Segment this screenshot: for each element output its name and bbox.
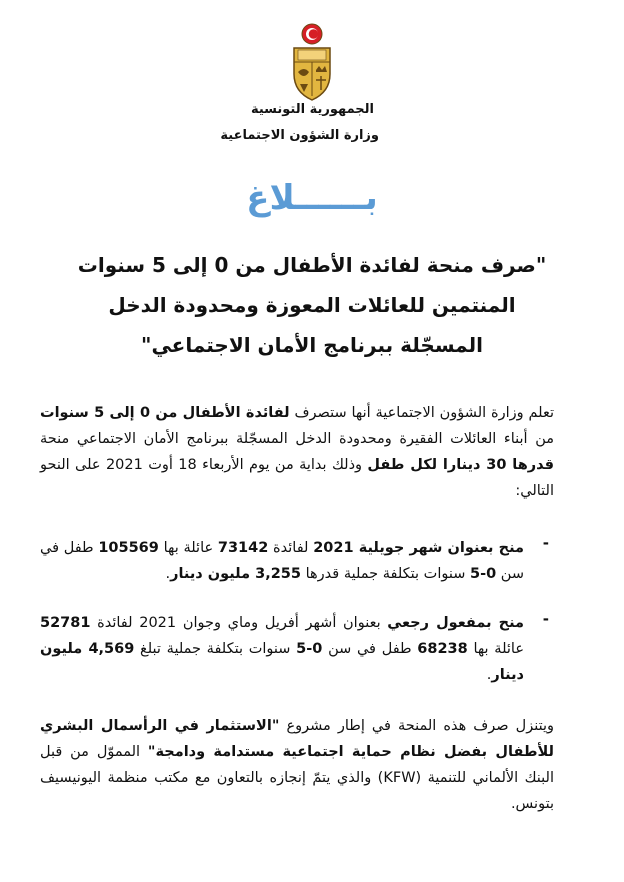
republic-name: الجمهورية التونسية bbox=[250, 102, 374, 117]
item2-g: 0-5 bbox=[296, 641, 323, 657]
subject-line-2: المنتمين للعائلات المعوزة ومحدودة الدخل bbox=[108, 293, 516, 317]
item1-a: منح بعنوان شهر جويلية 2021 bbox=[313, 540, 525, 556]
item2-i: 4,569 مليون دينار bbox=[40, 641, 524, 683]
intro-text-e: وذلك بداية من يوم الأربعاء 18 أوت 2021 على النحو التالي: bbox=[40, 457, 554, 499]
funding-text-c: المموّل من قبل البنك الألماني للتنمية (KFW) والذي يتمّ إنجازه بالتعاون مع مكتب منظمة اليونيسيف بتونس. bbox=[40, 744, 554, 812]
intro-text-d: قدرها 30 دينارا لكل طفل bbox=[367, 457, 554, 473]
item2-d: عائلة بها bbox=[467, 641, 524, 657]
tunisia-coat-of-arms-icon bbox=[290, 22, 334, 102]
item2-e: 68238 bbox=[417, 641, 468, 657]
funding-text-a: ويتنزل صرف هذه المنحة في إطار مشروع bbox=[279, 718, 554, 734]
item1-i: 3,255 مليون دينار bbox=[170, 566, 301, 582]
item2-b: بعنوان أشهر أفريل وماي وجوان 2021 لفائدة bbox=[90, 615, 388, 631]
item1-f: طفل في سن bbox=[40, 540, 524, 582]
item2-h: سنوات بتكلفة جملية تبلغ bbox=[134, 641, 297, 657]
item1-c: 73142 bbox=[217, 540, 269, 556]
item1-e: 105569 bbox=[98, 540, 159, 556]
bullet-dash-1: - bbox=[542, 534, 549, 552]
bullet-dash-2: - bbox=[542, 610, 549, 628]
list-item-july-grant bbox=[40, 535, 524, 587]
funding-paragraph bbox=[40, 713, 554, 817]
subject-line-1: "صرف منحة لفائدة الأطفال من 0 إلى 5 سنوات bbox=[77, 253, 547, 277]
item2-j: . bbox=[486, 667, 492, 683]
item2-c: 52781 bbox=[40, 615, 91, 631]
item1-b: لفائدة bbox=[268, 540, 314, 556]
subject-line-3: المسجّلة ببرنامج الأمان الاجتماعي" bbox=[141, 333, 483, 357]
item2-f: طفل في سن bbox=[322, 641, 418, 657]
item1-h: سنوات بتكلفة جملية قدرها bbox=[301, 566, 470, 582]
intro-text-b: لفائدة الأطفال من 0 إلى 5 سنوات bbox=[40, 405, 290, 421]
item2-a: منح بمفعول رجعي bbox=[387, 615, 524, 631]
intro-text-a: تعلم وزارة الشؤون الاجتماعية أنها ستصرف bbox=[289, 405, 555, 421]
intro-paragraph bbox=[40, 400, 554, 504]
intro-text-c: من أبناء العائلات الفقيرة ومحدودة الدخل المسجّلة ببرنامج الأمان الاجتماعي منحة bbox=[40, 431, 554, 447]
ministry-name: وزارة الشؤون الاجتماعية bbox=[220, 128, 379, 143]
funding-text-b: "الاستثمار في الرأسمال البشري للأطفال بفضل نظام حماية اجتماعية مستدامة ودامجة" bbox=[40, 718, 554, 760]
list-item-retroactive-grant bbox=[40, 610, 524, 688]
page-title: بــــــلاغ bbox=[246, 178, 378, 218]
item1-j: . bbox=[165, 566, 171, 582]
item1-d: عائلة بها bbox=[158, 540, 218, 556]
item1-g: 0-5 bbox=[469, 566, 497, 582]
